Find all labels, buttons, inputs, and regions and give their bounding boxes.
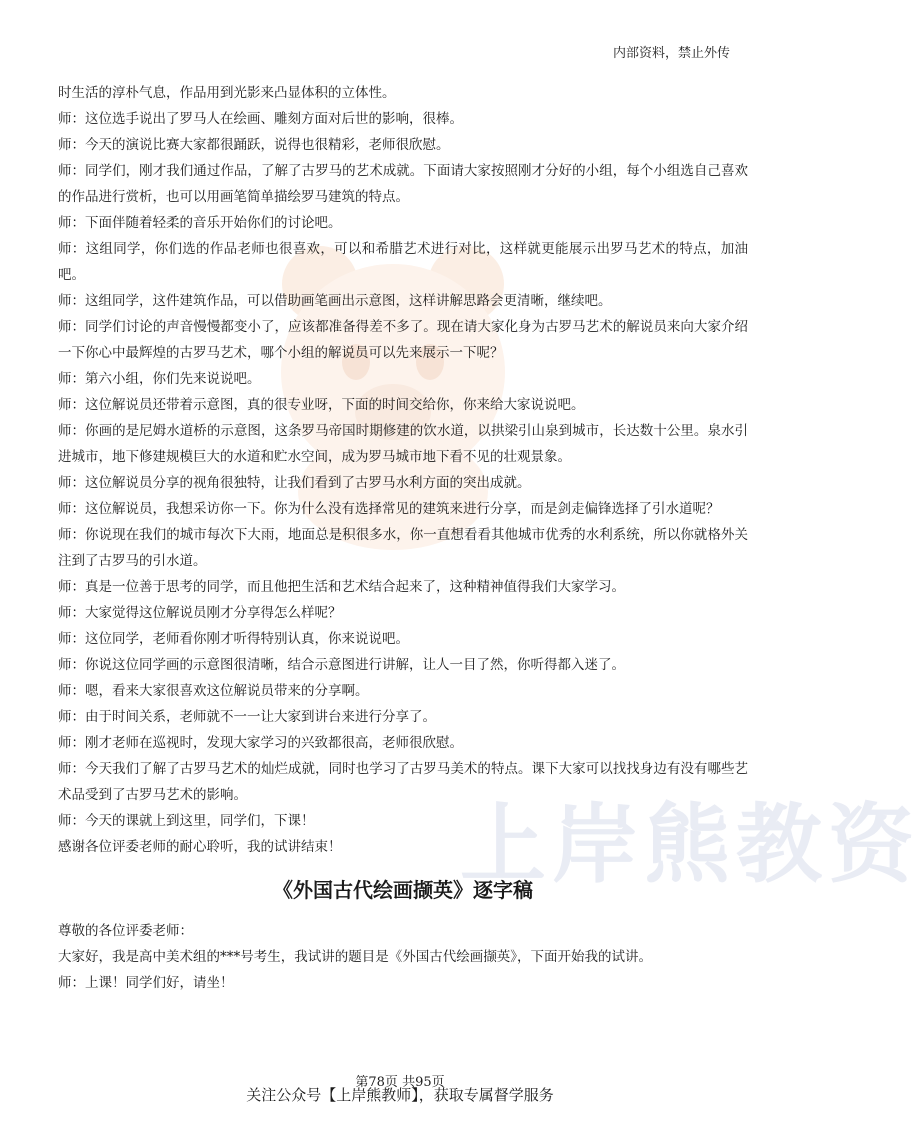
transcript-line: 师：同学们讨论的声音慢慢都变小了，应该都准备得差不多了。现在请大家化身为古罗马艺术的解说员来向大家介绍一下你心中最辉煌的古罗马艺术，哪个小组的解说员可以先来展示一下呢？ xyxy=(58,319,748,361)
transcript-line: 师：下面伴随着轻柔的音乐开始你们的讨论吧。 xyxy=(58,215,342,231)
watermark-text: 上岸熊教资 xyxy=(460,795,920,895)
transcript-line: 师：这位同学，老师看你刚才听得特别认真，你来说说吧。 xyxy=(58,631,409,647)
transcript-line: 师：由于时间关系，老师就不一一让大家到讲台来进行分享了。 xyxy=(58,709,436,725)
transcript-line: 师：同学们，刚才我们通过作品，了解了古罗马的艺术成就。下面请大家按照刚才分好的小组，每个小组选自己喜欢的作品进行赏析，也可以用画笔简单描绘罗马建筑的特点。 xyxy=(58,163,748,205)
transcript-line: 师：今天的课就上到这里，同学们，下课！ xyxy=(58,813,315,829)
transcript-line: 师：你说这位同学画的示意图很清晰，结合示意图进行讲解，让人一目了然，你听得都入迷了。 xyxy=(58,657,625,673)
transcript-line: 师：第六小组，你们先来说说吧。 xyxy=(58,371,261,387)
transcript-line: 师：这组同学，你们选的作品老师也很喜欢，可以和希腊艺术进行对比，这样就更能展示出罗马艺术的特点，加油吧。 xyxy=(58,241,748,283)
transcript-line: 师：这位选手说出了罗马人在绘画、雕刻方面对后世的影响，很棒。 xyxy=(58,111,463,127)
transcript-line: 师：这组同学，这件建筑作品，可以借助画笔画出示意图，这样讲解思路会更清晰，继续吧。 xyxy=(58,293,612,309)
transcript-line: 师：嗯，看来大家很喜欢这位解说员带来的分享啊。 xyxy=(58,683,369,699)
confidential-note: 内部资料，禁止外传 xyxy=(612,46,730,61)
transcript-line: 感谢各位评委老师的耐心聆听，我的试讲结束！ xyxy=(58,839,342,855)
transcript-line: 师：今天的演说比赛大家都很踊跃，说得也很精彩，老师很欣慰。 xyxy=(58,137,450,153)
transcript-line: 师：大家觉得这位解说员刚才分享得怎么样呢？ xyxy=(58,605,342,621)
transcript-line: 师：真是一位善于思考的同学，而且他把生活和艺术结合起来了，这种精神值得我们大家学习。 xyxy=(58,579,625,595)
transcript-line: 师：你画的是尼姆水道桥的示意图，这条罗马帝国时期修建的饮水道，以拱梁引山泉到城市，长达数十公里。泉水引进城市，地下修建规模巨大的水道和贮水空间，成为罗马城市地下看不见的壮观景象。 xyxy=(58,423,748,465)
section-line: 大家好，我是高中美术组的***号考生，我试讲的题目是《外国古代绘画撷英》，下面开始我的试讲。 xyxy=(58,949,652,965)
section-line: 师：上课！同学们好，请坐！ xyxy=(58,975,234,991)
transcript-line: 师：今天我们了解了古罗马艺术的灿烂成就，同时也学习了古罗马美术的特点。课下大家可以找找身边有没有哪些艺术品受到了古罗马艺术的影响。 xyxy=(58,761,748,803)
section-line: 尊敬的各位评委老师： xyxy=(58,923,193,939)
transcript-line: 师：这位解说员还带着示意图，真的很专业呀，下面的时间交给你，你来给大家说说吧。 xyxy=(58,397,585,413)
page-number: 第78页 共95页 xyxy=(355,1075,445,1090)
document-body xyxy=(58,80,748,996)
transcript-line: 时生活的淳朴气息，作品用到光影来凸显体积的立体性。 xyxy=(58,85,396,101)
transcript-line: 师：这位解说员分享的视角很独特，让我们看到了古罗马水利方面的突出成就。 xyxy=(58,475,531,491)
section-body xyxy=(58,918,748,996)
transcript-line: 师：你说现在我们的城市每次下大雨，地面总是积很多水，你一直想看看其他城市优秀的水利系统，所以你就格外关注到了古罗马的引水道。 xyxy=(58,527,748,569)
transcript-line: 师：刚才老师在巡视时，发现大家学习的兴致都很高，老师很欣慰。 xyxy=(58,735,463,751)
footer-promo: 关注公众号【上岸熊教师】，获取专属督学服务 xyxy=(246,1086,554,1104)
transcript-line: 师：这位解说员，我想采访你一下。你为什么没有选择常见的建筑来进行分享，而是剑走偏锋选择了引水道呢？ xyxy=(58,501,720,517)
transcript xyxy=(58,80,748,860)
section-title: 《外国古代绘画撷英》逐字稿 xyxy=(273,878,533,902)
